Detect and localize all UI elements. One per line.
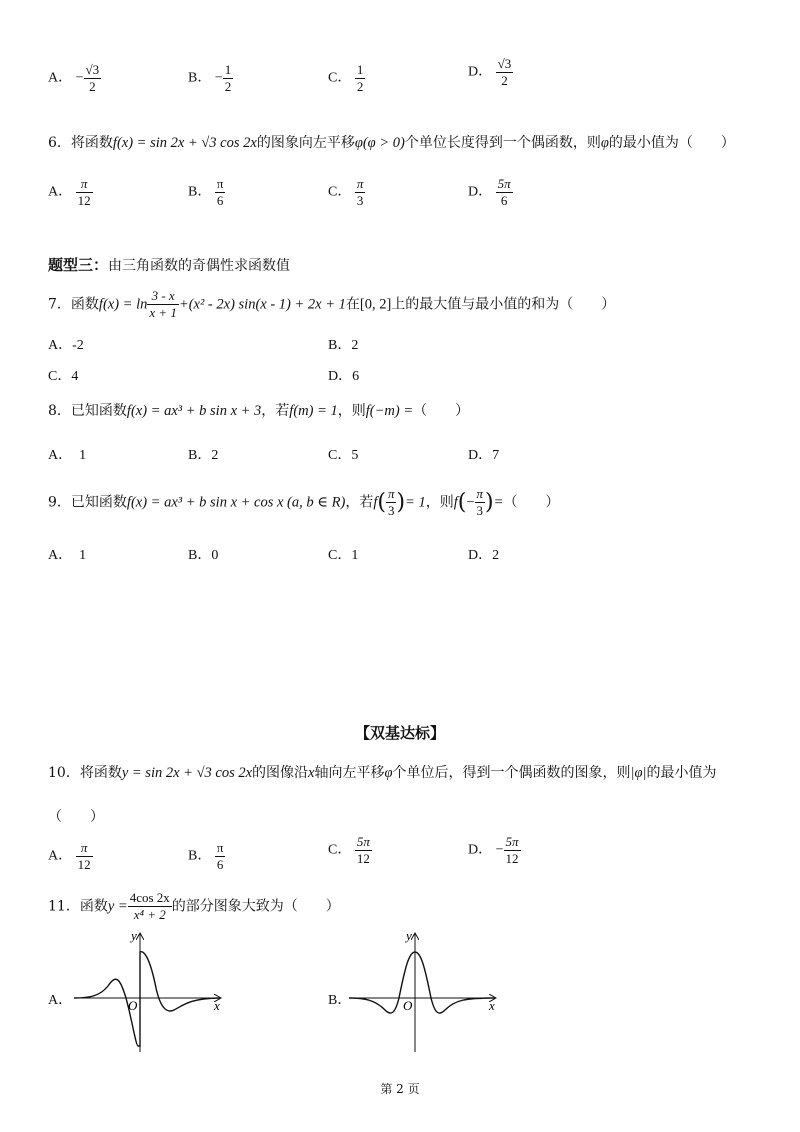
q5-option-d — [468, 56, 513, 89]
q9-option-d: D．2 — [468, 548, 500, 563]
q9-option-c: C．1 — [328, 548, 359, 563]
q6-option-b: B． $\frac{\pi}{6}$ — [188, 176, 224, 208]
section-heading: 题型三：由三角函数的奇偶性求函数值 — [48, 256, 291, 274]
q6-option-a: A． $\frac{\pi}{12}$ — [48, 176, 91, 208]
q6-option-d: D． $\frac{5\pi}{6}$ — [468, 176, 511, 208]
option-fraction: $\frac{5\pi}{6}$ — [497, 176, 511, 208]
math-expression: y = sin 2x + √3 cos 2x — [121, 765, 253, 781]
q6-option-c: C． $\frac{\pi}{3}$ — [328, 176, 364, 208]
option-fraction: $\frac{√3}{2}$ — [497, 56, 512, 88]
q8-stem: 8．已知函数f(x) = ax³ + b sin x + 3，若f(m) = 1，则f(−m) =（ ） — [48, 403, 470, 419]
option-fraction: $\frac{\pi}{12}$ — [77, 176, 91, 208]
math-fraction: $\frac{\pi}{3}$ — [387, 486, 395, 518]
option-fraction: $\frac{\pi}{12}$ — [77, 840, 91, 872]
q7-option-b: B．2 — [328, 338, 359, 353]
math-expression: +(x² - 2x) sin(x - 1) + 2x + 1 — [178, 296, 346, 313]
q10-option-a: A． $\frac{\pi}{12}$ — [48, 840, 91, 872]
math-expression: φ(φ > 0) — [354, 135, 405, 151]
q11-graph-b — [345, 928, 505, 1058]
option-fraction: $\frac{5\pi}{12}$ — [356, 834, 370, 866]
math-symbol: φ — [600, 135, 609, 151]
q9-stem: 9．已知函数f(x) = ax³ + b sin x + cos x (a, b ∈ R)，若f( $\frac{\pi}{3}$ )= 1，则f(− $\frac{\pi}{3}$ )=（ ） — [48, 486, 560, 518]
math-expression: f(x) = ax³ + b sin x + 3 — [126, 403, 262, 419]
axis-label-x: x — [489, 998, 495, 1013]
q7-option-a: A．-2 — [48, 338, 84, 353]
q5-option-a — [48, 62, 101, 95]
option-fraction: $\frac{√3}{2}$ — [85, 62, 100, 94]
q10-option-d: D． − $\frac{5\pi}{12}$ — [468, 834, 519, 866]
math-fraction: $\frac{3 - x}{x + 1}$ — [149, 288, 177, 320]
math-expression: f(−m) = — [365, 403, 414, 419]
question-number: 10． — [48, 765, 80, 781]
curve — [74, 952, 220, 1046]
q8-option-b: B．2 — [188, 448, 219, 463]
option-sign: − — [75, 70, 84, 86]
option-label: B． — [188, 70, 212, 86]
math-expression: f(x) = ax³ + b sin x + cos x (a, b ∈ R) — [126, 494, 346, 511]
math-expression: f(x) = ln — [98, 296, 148, 313]
q8-option-c: C．5 — [328, 448, 359, 463]
option-label: A． — [48, 70, 73, 86]
q11-stem: 11．函数y = $\frac{4\cos 2x}{\text{x⁴ + 2}}$ 的部分图象大致为（ ） — [48, 890, 340, 922]
q8-option-d: D．7 — [468, 448, 500, 463]
origin-label: O — [403, 998, 413, 1013]
option-label: C． — [328, 70, 352, 86]
question-number: 8． — [48, 403, 71, 419]
q10-stem: 10．将函数y = sin 2x + √3 cos 2x的图像沿x轴向左平移φ个单位后，得到一个偶函数的图象，则|φ|的最小值为 — [48, 765, 717, 781]
q10-answer-paren: （ ） — [48, 809, 104, 825]
option-label: D． — [468, 64, 493, 80]
origin-label: O — [128, 998, 138, 1013]
question-number: 9． — [48, 494, 71, 511]
curve — [349, 952, 495, 1013]
q5-option-b — [188, 62, 233, 95]
math-expression: f(x) = sin 2x + √3 cos 2x — [112, 135, 257, 151]
q9-option-b: B．0 — [188, 548, 219, 563]
option-sign: − — [214, 70, 223, 86]
question-number: 6． — [48, 135, 71, 151]
option-fraction: $\frac{\pi}{6}$ — [216, 840, 224, 872]
q7-stem: 7．函数f(x) = ln $\frac{3 - x}{x + 1}$ +(x² - 2x) sin(x - 1) + 2x + 1在[0, 2]上的最大值与最小值的和为（ ） — [48, 288, 616, 320]
axis-label-y: y — [131, 928, 137, 943]
q5-option-c — [328, 62, 365, 95]
q6-stem: 6．将函数f(x) = sin 2x + √3 cos 2x的图象向左平移φ(φ > 0)个单位长度得到一个偶函数，则φ的最小值为（ ） — [48, 135, 735, 151]
q8-option-a: A． 1 — [48, 448, 87, 463]
q11-option-b-label: B． — [328, 993, 352, 1008]
option-fraction: $\frac{5\pi}{12}$ — [505, 834, 519, 866]
math-interval: [0, 2] — [359, 296, 392, 313]
q11-option-a-label: A． — [48, 993, 73, 1008]
q11-graph-a — [70, 928, 230, 1058]
math-fraction: $\frac{\pi}{3}$ — [476, 486, 484, 518]
q7-option-c: C．4 — [48, 369, 79, 384]
option-fraction: $\frac{1}{2}$ — [224, 62, 232, 94]
option-fraction: $\frac{\pi}{6}$ — [216, 176, 224, 208]
question-number: 11． — [48, 898, 80, 915]
option-fraction: $\frac{\pi}{3}$ — [356, 176, 364, 208]
option-fraction: $\frac{1}{2}$ — [356, 62, 364, 94]
section-title: 【双基达标】 — [354, 724, 445, 742]
q9-option-a: A． 1 — [48, 548, 87, 563]
question-number: 7． — [48, 296, 71, 313]
q10-option-c: C． $\frac{5\pi}{12}$ — [328, 834, 370, 866]
math-fraction: $\frac{4\cos 2x}{\text{x⁴ + 2}}$ — [129, 890, 170, 922]
page-number: 第 2 页 — [380, 1082, 420, 1096]
q10-option-b: B． $\frac{\pi}{6}$ — [188, 840, 224, 872]
axis-label-x: x — [214, 998, 220, 1013]
q7-option-d: D．6 — [328, 369, 360, 384]
axis-label-y: y — [406, 928, 412, 943]
math-expression: f(m) = 1 — [289, 403, 338, 419]
